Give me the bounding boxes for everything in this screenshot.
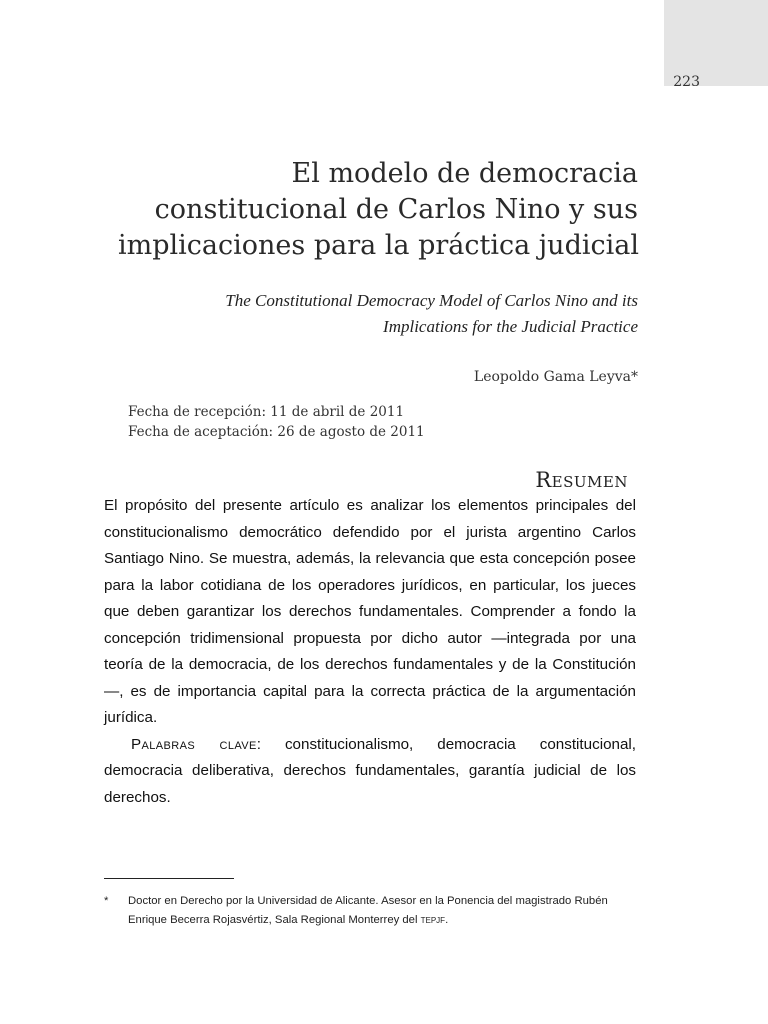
author-name: Leopoldo Gama Leyva* xyxy=(473,369,638,385)
page-number: 223 xyxy=(673,74,700,90)
abstract-heading: Resumen xyxy=(535,468,628,492)
footnote-end: . xyxy=(445,914,449,926)
title-line: El modelo de democracia xyxy=(291,158,638,189)
accepted-date: Fecha de aceptación: 26 de agosto de 2011 xyxy=(128,424,425,440)
footnote-mark: * xyxy=(104,895,109,907)
english-title-line: The Constitutional Democracy Model of Carlos Nino and its xyxy=(225,291,638,310)
keywords-paragraph xyxy=(104,732,636,812)
abstract-body xyxy=(104,493,636,811)
footnote xyxy=(104,892,638,929)
footnote-divider xyxy=(104,878,234,879)
english-title-line: Implications for the Judicial Practice xyxy=(383,317,638,336)
article-title xyxy=(118,156,638,264)
title-line: constitucional de Carlos Nino y sus xyxy=(154,194,638,225)
keywords-list: : constitucionalismo, democracia constitucional, democracia deliberativa, derechos fundamentales, garantía judicial de los derechos. xyxy=(104,735,636,806)
footnote-acronym: tepjf xyxy=(420,912,446,926)
footnote-text xyxy=(128,892,638,929)
footnote-body: Doctor en Derecho por la Universidad de Alicante. Asesor en la Ponencia del magistrado Rubén Enrique Becerra Rojasvértiz, Sala Regional Monterrey del xyxy=(128,895,608,926)
received-date: Fecha de recepción: 11 de abril de 2011 xyxy=(128,404,405,420)
english-title xyxy=(78,288,638,340)
title-line: implicaciones para la práctica judicial xyxy=(118,230,639,261)
submission-dates xyxy=(128,402,425,442)
keywords-label: Palabras clave xyxy=(131,735,257,753)
abstract-paragraph: El propósito del presente artículo es analizar los elementos principales del constitucionalismo democrático defendido por el jurista argentino Carlos Santiago Nino. Se muestra, además, la relevancia que esta concepción posee para la labor cotidiana de los operadores jurídicos, en particular, los jueces que deben garantizar los derechos fundamentales. Comprender a fondo la concepción tridimensional propuesta por dicho autor —integrada por una teoría de la democracia, de los derechos fundamentales y de la Constitución—, es de importancia capital para la correcta práctica de la argumentación jurídica. xyxy=(104,497,636,726)
